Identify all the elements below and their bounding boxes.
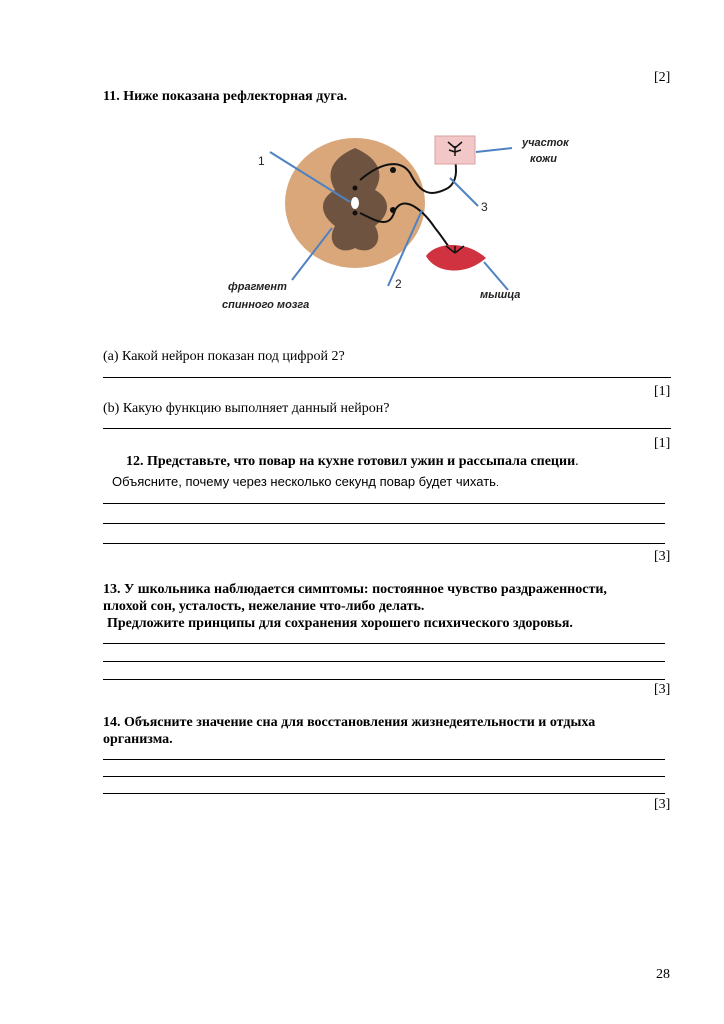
label-skin-line2: кожи xyxy=(530,153,557,165)
top-mark: [2] xyxy=(654,70,671,85)
answer-line[interactable] xyxy=(103,776,665,777)
question-13-mark: [3] xyxy=(654,682,671,697)
question-12-text xyxy=(112,473,499,492)
question-13-line2: плохой сон, усталость, нежелание что-либо делать. xyxy=(103,599,425,614)
question-11a-text: (a) Какой нейрон показан под цифрой 2? xyxy=(103,349,345,364)
reflex-arc-figure xyxy=(222,118,580,323)
page-number: 28 xyxy=(656,967,670,982)
question-12-title-main: 12. Представьте, что повар на кухне готовил ужин и рассыпала специи xyxy=(126,454,576,469)
question-14-line2: организма. xyxy=(103,732,173,747)
question-11a-mark: [1] xyxy=(654,384,671,399)
question-11b-mark: [1] xyxy=(654,436,671,451)
question-11b-text: (b) Какую функцию выполняет данный нейрон? xyxy=(103,401,390,416)
label-cord-line1: фрагмент xyxy=(228,281,287,293)
question-11-title: 11. Ниже показана рефлекторная дуга. xyxy=(103,89,348,104)
answer-line[interactable] xyxy=(103,643,665,644)
answer-line[interactable] xyxy=(103,503,665,504)
question-14-line1: 14. Объясните значение сна для восстановления жизнедеятельности и отдыха xyxy=(103,715,596,730)
question-13-line3: Предложите принципы для сохранения хорошего психического здоровья. xyxy=(107,616,573,631)
question-12-title-end: . xyxy=(575,454,579,469)
skin-patch xyxy=(435,136,475,164)
answer-line[interactable] xyxy=(103,377,671,378)
question-13-line1: 13. У школьника наблюдается симптомы: постоянное чувство раздраженности, xyxy=(103,582,607,597)
question-12-text-main: Объясните, почему через несколько секунд повар будет чихать xyxy=(112,474,496,489)
answer-line[interactable] xyxy=(103,523,665,524)
answer-line[interactable] xyxy=(103,428,671,429)
arrow-3 xyxy=(450,178,478,206)
answer-line[interactable] xyxy=(103,793,665,794)
arrow-skin xyxy=(476,148,512,152)
figure-label-2: 2 xyxy=(395,277,402,291)
label-skin-line1: участок xyxy=(522,137,569,149)
question-12-text-end: . xyxy=(495,478,499,489)
question-12-mark: [3] xyxy=(654,549,671,564)
answer-line[interactable] xyxy=(103,759,665,760)
answer-line[interactable] xyxy=(103,543,665,544)
label-cord-line2: спинного мозга xyxy=(222,299,310,311)
question-12-title xyxy=(126,453,579,470)
figure-label-1: 1 xyxy=(258,154,265,168)
question-14-mark: [3] xyxy=(654,797,671,812)
answer-line[interactable] xyxy=(103,661,665,662)
answer-line[interactable] xyxy=(103,679,665,680)
figure-label-3: 3 xyxy=(481,200,488,214)
arrow-muscle xyxy=(484,262,508,290)
label-muscle: мышца xyxy=(480,289,521,301)
muscle xyxy=(426,245,486,271)
